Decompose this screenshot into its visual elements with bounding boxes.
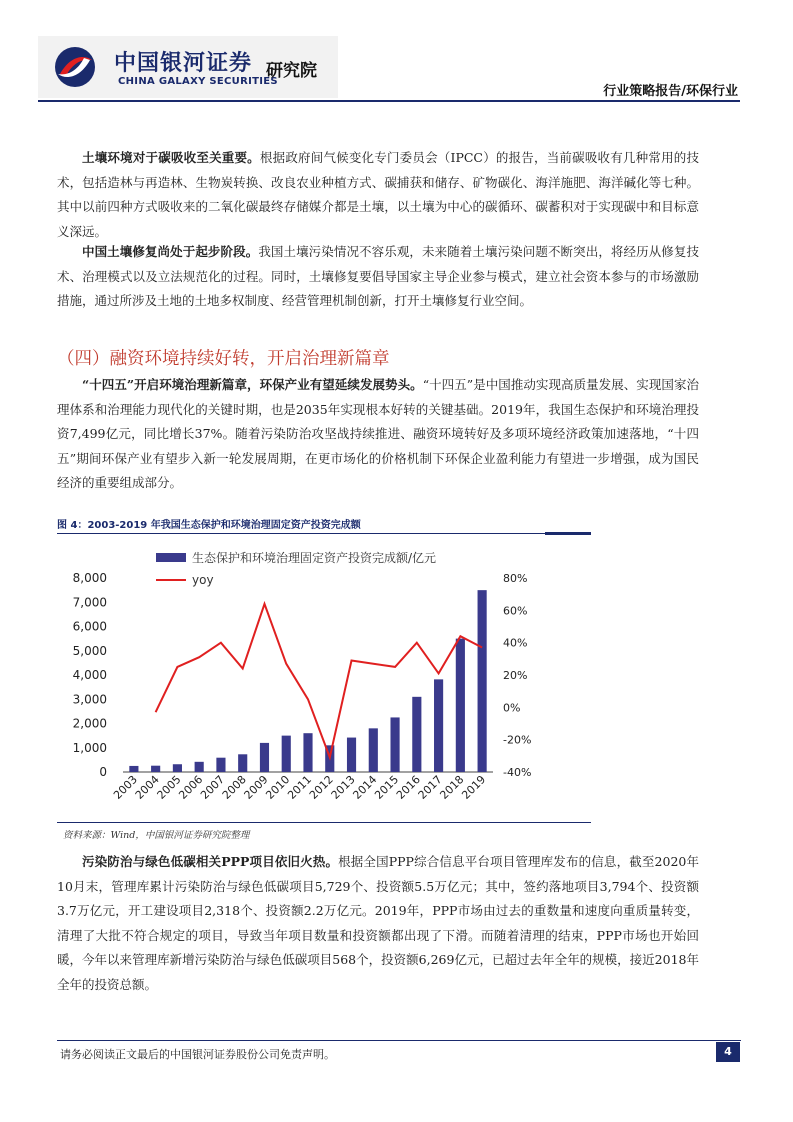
x-tick-label: 2012 <box>306 772 336 802</box>
y-right-tick-label: 60% <box>503 604 528 618</box>
y-left-tick-label: 2,000 <box>72 716 107 731</box>
paragraph-soil-carbon <box>57 146 699 244</box>
company-name-en: CHINA GALAXY SECURITIES <box>118 76 278 87</box>
x-tick-label: 2010 <box>263 772 293 802</box>
x-tick-label: 2003 <box>111 772 141 802</box>
y-right-tick-label: 40% <box>503 636 528 650</box>
x-tick-label: 2007 <box>198 772 228 802</box>
x-tick-label: 2018 <box>437 772 467 802</box>
bar <box>347 738 356 772</box>
figure-source: 资料来源：Wind，中国银河证券研究院整理 <box>63 830 250 841</box>
x-tick-label: 2009 <box>241 772 271 802</box>
y-right-tick-label: 0% <box>503 701 521 715</box>
y-left-tick-label: 8,000 <box>72 571 107 585</box>
bar <box>390 717 399 772</box>
bar <box>216 758 225 772</box>
y-right-tick-label: 20% <box>503 669 528 682</box>
galaxy-logo-icon <box>52 44 98 90</box>
bar <box>478 590 487 772</box>
figure-title: 图 4：2003-2019 年我国生态保护和环境治理固定资产投资完成额 <box>57 520 361 531</box>
bar <box>369 728 378 772</box>
bar <box>238 754 247 772</box>
y-right-tick-label: -40% <box>503 766 532 779</box>
bar <box>412 697 421 772</box>
paragraph-body: “十四五”是中国推动实现高质量发展、实现国家治理体系和治理能力现代化的关键时期，也是2035年实现根本好转的关键基础。2019年，我国生态保护和环境治理投资7,499亿元，同比增长37%。随着污染防治攻坚战持续推进、融资环境转好及多项环境经济政策加速落地，“十四五”期间环保产业有望步入新一轮发展周期，在更市场化的价格机制下环保企业盈利能力有望进一步增强，成为国民经济的重要组成部分。 <box>57 377 699 490</box>
bar <box>195 762 204 772</box>
x-tick-label: 2004 <box>132 772 162 802</box>
paragraph-lead: 中国土壤修复尚处于起步阶段。 <box>82 244 259 259</box>
chart-line <box>156 604 483 758</box>
legend-line-label: yoy <box>192 573 214 587</box>
paragraph-ppp <box>57 850 699 997</box>
company-logo <box>38 36 338 98</box>
y-left-tick-label: 6,000 <box>72 619 107 634</box>
figure-bottom-rule <box>57 822 591 823</box>
bar <box>129 766 138 772</box>
bar <box>434 679 443 772</box>
page-number: 4 <box>716 1042 740 1062</box>
paragraph-lead: 污染防治与绿色低碳相关PPP项目依旧火热。 <box>82 854 339 869</box>
y-left-tick-label: 7,000 <box>72 595 107 610</box>
x-tick-label: 2013 <box>328 772 358 802</box>
bar <box>151 766 160 772</box>
bar <box>456 639 465 772</box>
x-tick-label: 2008 <box>219 772 249 802</box>
paragraph-lead: 土壤环境对于碳吸收至关重要。 <box>82 150 260 165</box>
chart-legend <box>156 550 436 587</box>
bar <box>303 733 312 772</box>
y-right-tick-label: 80% <box>503 572 528 585</box>
report-type: 行业策略报告/环保行业 <box>603 84 738 99</box>
bar <box>282 736 291 772</box>
institute-label: 研究院 <box>266 61 317 81</box>
legend-bar-label: 生态保护和环境治理固定资产投资完成额/亿元 <box>192 551 437 565</box>
company-name-cn: 中国银河证券 <box>114 51 253 76</box>
paragraph-lead: “十四五”开启环境治理新篇章，环保产业有望延续发展势头。 <box>82 377 423 392</box>
investment-chart <box>57 538 537 820</box>
y-left-tick-label: 4,000 <box>72 668 107 682</box>
x-tick-label: 2014 <box>350 772 380 802</box>
x-tick-label: 2016 <box>393 772 423 802</box>
yoy-line <box>156 604 483 758</box>
x-tick-label: 2005 <box>154 772 184 802</box>
bar <box>260 743 269 772</box>
header-divider <box>38 100 740 102</box>
x-tick-label: 2019 <box>459 772 489 802</box>
section-title: （四）融资环境持续好转，开启治理新篇章 <box>57 349 390 369</box>
paragraph-soil-remediation <box>57 240 699 314</box>
y-right-tick-label: -20% <box>503 733 532 747</box>
x-tick-label: 2017 <box>415 772 445 802</box>
chart-bars <box>129 590 486 772</box>
figure-top-rule <box>57 533 591 534</box>
paragraph-14th-plan <box>57 373 699 496</box>
y-left-tick-label: 1,000 <box>72 740 107 755</box>
y-left-tick-label: 3,000 <box>72 692 107 707</box>
chart-x-labels <box>111 773 488 802</box>
page-header <box>0 0 793 104</box>
x-tick-label: 2006 <box>176 772 206 802</box>
x-tick-label: 2011 <box>285 772 315 802</box>
legend-bar-swatch <box>156 553 186 562</box>
x-tick-label: 2015 <box>372 772 402 802</box>
footer-disclaimer: 请务必阅读正文最后的中国银河证券股份公司免责声明。 <box>60 1048 335 1061</box>
y-left-tick-label: 0 <box>99 765 107 779</box>
paragraph-body: 我国土壤污染情况不容乐观，未来随着土壤污染问题不断突出，将经历从修复技术、治理模式以及立法规范化的过程。同时，土壤修复要倡导国家主导企业参与模式，建立社会资本参与的市场激励措施，通过所涉及土地的土地多权制度、经营管理机制创新，打开土壤修复行业空间。 <box>57 244 699 308</box>
y-left-tick-label: 5,000 <box>72 643 107 658</box>
paragraph-body: 根据全国PPP综合信息平台项目管理库发布的信息，截至2020年10月末，管理库累计污染防治与绿色低碳项目5,729个、投资额5.5万亿元；其中，签约落地项目3,794个、投资额3.7万亿元，开工建设项目2,318个、投资额2.2万亿元。2019年，PPP市场由过去的重数量和速度向重质量转变，清理了大批不符合规定的项目，导致当年项目数量和投资额都出现了下滑。而随着清理的结束，PPP市场也开始回暖，今年以来管理库新增污染防治与绿色低碳项目568个，投资额6,269亿元，已超过去年全年的规模，接近2018年全年的投资总额。 <box>57 854 700 992</box>
paragraph-body: 根据政府间气候变化专门委员会（IPCC）的报告，当前碳吸收有几种常用的技术，包括造林与再造林、生物炭转换、改良农业种植方式、碳捕获和储存、矿物碳化、海洋施肥、海洋碱化等七种。其中以前四种方式吸收来的二氧化碳最终存储媒介都是土壤，以土壤为中心的碳循环、碳蓄积对于实现碳中和目标意义深远。 <box>57 150 699 239</box>
bar <box>173 764 182 772</box>
footer-divider <box>57 1040 741 1041</box>
figure-top-rule-accent <box>545 532 591 535</box>
